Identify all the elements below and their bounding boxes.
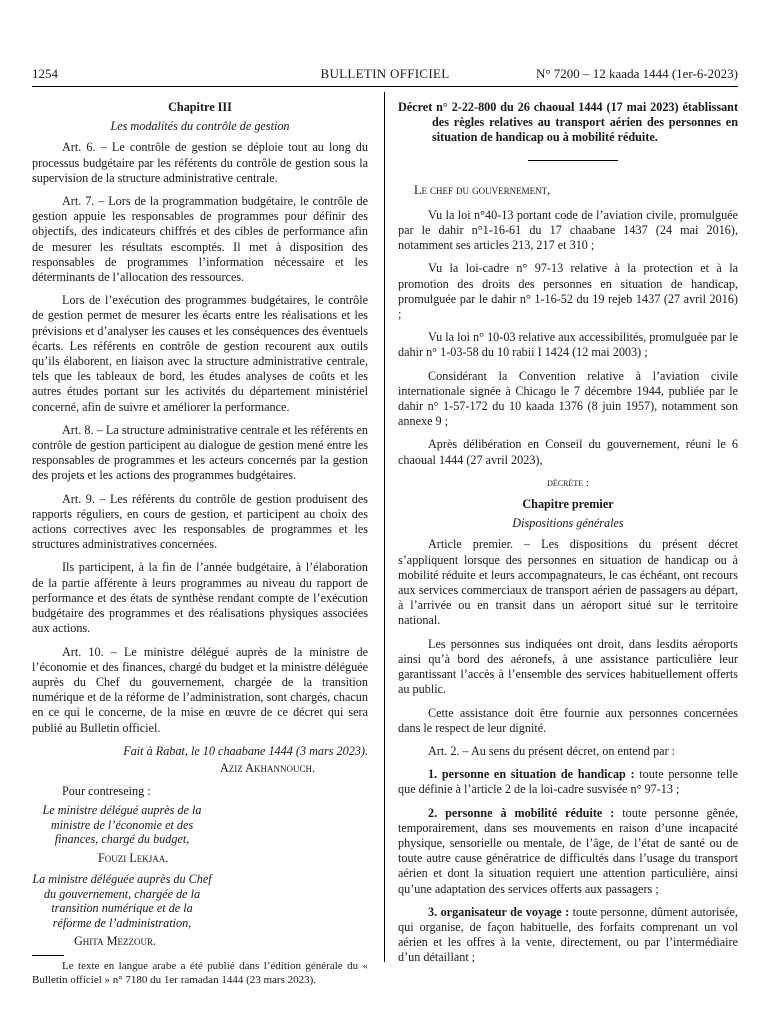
definition-3 — [398, 905, 738, 966]
considering-convention: Considérant la Convention relative à l’aviation civile internationale signée à Chicago le 7 décembre 1944, publiée par le dahir n° 1-57-172 du 10 kaada 1376 (8 juin 1957), notamment son annexe 9 ; — [398, 368, 738, 429]
article-2: Art. 2. – Au sens du présent décret, on entend par : — [428, 743, 676, 758]
minister-2-title: La ministre déléguée auprès du Chef du gouvernement, chargée de la transition numérique et de la réforme de l’administration, — [32, 872, 212, 930]
right-column — [398, 100, 738, 974]
vu-law-10-03: Vu la loi n° 10-03 relative aux accessibilités, promulguée par le dahir n° 1-03-58 du 10 rabii I 1424 (12 mai 2003) ; — [398, 330, 738, 360]
countersign-label: Pour contreseing : — [62, 784, 151, 799]
vu-law-97-13: Vu la loi-cadre n° 97-13 relative à la protection et à la promotion des droits des personnes en situation de handicap, promulguée par le dahir n° 1-16-52 du 19 rejeb 1437 (27 avril 2016) ; — [398, 261, 738, 322]
definition-1 — [398, 767, 738, 797]
article-1: Article premier. – Les dispositions du présent décret s’appliquent lorsque des personnes en situation de handicap ou à mobilité réduite et leurs accompagnateurs, le cas échéant, ont recours aux services commerciaux de transport aérien de passagers au départ, à l’arrivée ou en transit dans un aéroport situé sur le territoire national. — [398, 537, 738, 628]
article-1-paragraph-2: Les personnes sus indiquées ont droit, dans lesdits aéroports ainsi qu’à bord des aéronefs, à une assistance particulière leur garantissant l’accès à l’ensemble des services habituellement offerts au public. — [398, 636, 738, 697]
page-number: 1254 — [32, 66, 58, 81]
article-9-paragraph-2: Ils participent, à la fin de l’année budgétaire, à l’élaboration de la partie afférente à leurs programmes au niveau du rapport de performance et des états de synthèse rendant compte de l’exécution budgétaire des programmes et des réalisations physiques associées aux actions. — [32, 560, 368, 636]
definition-3-term: 3. organisateur de voyage : — [428, 904, 570, 919]
article-7: Art. 7. – Lors de la programmation budgétaire, le contrôle de gestion appuie les responsables de programmes pour définir des objectifs, des indicateurs chiffrés et des cibles de performance afin de mesurer les résultats escomptés. Il met à disposition des responsables de programmes l’information nécessaire et les déterminants de l’allocation des ressources. — [32, 194, 368, 285]
chapter-heading: Chapitre III — [168, 100, 232, 114]
definition-3-text: toute personne, dûment autorisée, qui organise, de façon habituelle, des forfaits comprenant un vol aérien et les offres à la vente, directement, ou par l’intermédiaire d’un détaillant ; — [398, 904, 738, 965]
article-10: Art. 10. – Le ministre délégué auprès de la ministre de l’économie et des finances, chargé du budget et la ministre déléguée auprès du Chef du gouvernement, chargée de la transition numérique et de la réforme de l’administration, sont chargés, chacun en ce qui le concerne, de la mise en œuvre de ce décret qui sera publié au Bulletin officiel. — [32, 644, 368, 735]
left-column — [32, 100, 368, 995]
publication-title: BULLETIN OFFICIEL — [320, 66, 450, 81]
decrees-label: décrète : — [547, 476, 589, 489]
footnote-rule — [32, 955, 64, 956]
signatory: Aziz Akhannouch. — [220, 760, 316, 775]
definition-1-text: toute personne telle que définie à l’article 2 de la loi-cadre susvisée n° 97-13 ; — [398, 767, 739, 797]
after-deliberation: Après délibération en Conseil du gouvernement, réuni le 6 chaoual 1444 (27 avril 2023), — [398, 437, 738, 467]
article-7-paragraph-2: Lors de l’exécution des programmes budgétaires, le contrôle de gestion permet de mesurer les écarts entre les réalisations et les prévisions et d’analyser les causes et les conséquences des éventuels écarts. Les référents en contrôle de gestion recourent aux outils qu’ils élaborent, en liaison avec la structure administrative centrale, tels que les tableaux de bord, les études analyses de coûts et les autres études portant sur les activités du département ministériel concerné, afin de suivre et améliorer la performance. — [32, 293, 368, 414]
article-9: Art. 9. – Les référents du contrôle de gestion produisent des rapports réguliers, en cours de gestion, et participent au choix des actions correctives avec les responsables de programmes et les structures administratives concernées. — [32, 491, 368, 552]
chapter-subtitle-right: Dispositions générales — [512, 516, 624, 531]
minister-2-name: Ghita Mezzour. — [74, 934, 156, 949]
header-rule — [32, 86, 738, 87]
minister-1-name: Fouzi Lekjaa. — [98, 850, 169, 865]
vu-law-40-13: Vu la loi n°40-13 portant code de l’aviation civile, promulguée par le dahir n°1-16-61 du 17 chaabane 1437 (24 mai 2016), notamment ses articles 213, 217 et 310 ; — [398, 207, 738, 253]
page-header — [32, 66, 738, 82]
article-6: Art. 6. – Le contrôle de gestion se déploie tout au long du processus budgétaire par les référents du contrôle de gestion sous la supervision de la structure administrative centrale. — [32, 140, 368, 185]
article-8: Art. 8. – La structure administrative centrale et les référents en contrôle de gestion participent au dialogue de gestion mené entre les responsables de programmes et les acteurs concernés par la gestion des projets et les actions des programmes budgétaires. — [32, 422, 368, 483]
article-1-paragraph-3: Cette assistance doit être fournie aux personnes concernées dans le respect de leur dignité. — [398, 705, 738, 735]
issue-info: N° 7200 – 12 kaada 1444 (1er-6-2023) — [535, 66, 738, 81]
definition-2 — [398, 806, 738, 897]
decree-title-rule — [528, 160, 618, 161]
column-divider — [384, 92, 385, 962]
chapter-subtitle: Les modalités du contrôle de gestion — [110, 119, 290, 134]
definition-2-text: toute personne gênée, temporairement, dans ses mouvements en raison d’une incapacité physique, sensorielle ou mentale, de l’âge, de l’état de santé ou de toute autre cause génératrice de difficultés dans l’usage du transport aérien et dont la situation requiert une attention particulière, ainsi qu’une adaptation des services offerts aux passagers ; — [398, 805, 739, 896]
head-of-government: Le chef du gouvernement, — [414, 182, 551, 197]
definition-1-term: 1. personne en situation de handicap : — [428, 767, 635, 782]
decree-title: Décret n° 2-22-800 du 26 chaoual 1444 (17 mai 2023) établissant des règles relatives au transport aérien des personnes en situation de handicap ou à mobilité réduite. — [398, 100, 738, 145]
chapter-heading-right: Chapitre premier — [522, 497, 614, 512]
minister-1-title: Le ministre délégué auprès de la ministre de l’économie et des finances, chargé du budget, — [42, 803, 202, 847]
footnote: Le texte en langue arabe a été publié dans l’édition générale du « Bulletin officiel » n° 7180 du 1er ramadan 1444 (23 mars 2023). — [32, 960, 368, 986]
definition-2-term: 2. personne à mobilité réduite : — [428, 805, 615, 820]
done-at-line: Fait à Rabat, le 10 chaabane 1444 (3 mars 2023). — [123, 743, 368, 758]
